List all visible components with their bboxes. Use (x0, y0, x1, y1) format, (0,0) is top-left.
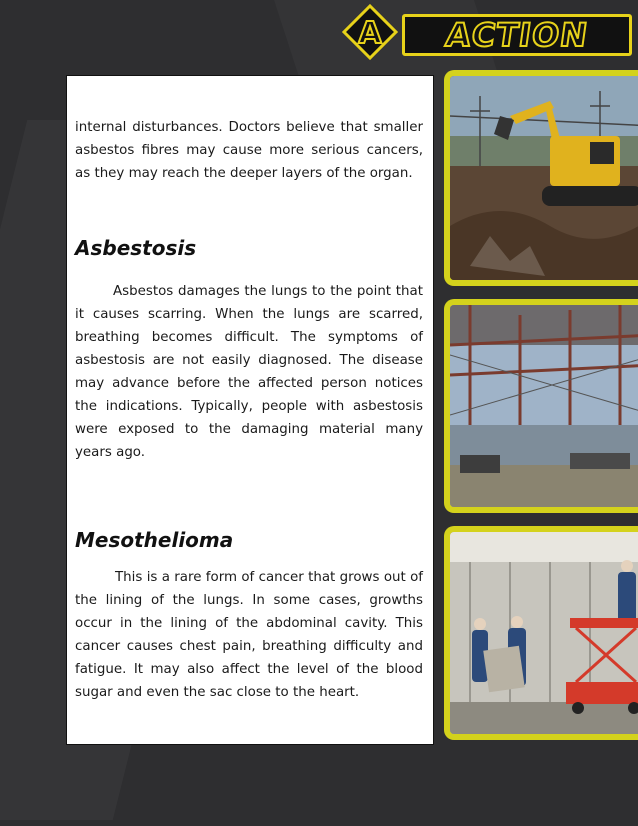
article-panel (66, 75, 434, 745)
photo-excavator (444, 70, 638, 286)
section-body-asbestosis: Asbestos damages the lungs to the point that it causes scarring. When the lungs are scarred, breathing becomes difficult. The symptoms of asbestosis are not easily diagnosed. The disease may advance before the affected person notices the indications. Typically, people with asbestosis were exposed to the damaging material many years ago. (75, 284, 423, 460)
excavator-photo-icon (450, 76, 638, 280)
intro-paragraph: internal disturbances. Doctors believe that smaller asbestos fibres may cause more serious cancers, as they may reach the deeper layers of the organ. (75, 120, 423, 181)
section-heading-asbestosis: Asbestosis (75, 236, 197, 260)
logo-badge-letter: A (358, 16, 382, 51)
steel-frame-building-photo-icon (450, 305, 638, 507)
logo-wordmark (402, 14, 632, 56)
photo-workers (444, 526, 638, 740)
logo-badge-icon (342, 4, 398, 60)
section-heading-mesothelioma: Mesothelioma (75, 528, 234, 552)
photo-steel-frame (444, 299, 638, 513)
workers-removing-panels-photo-icon (450, 532, 638, 734)
logo-text: ACTION (443, 16, 591, 54)
action-logo (336, 0, 638, 66)
section-body-mesothelioma: This is a rare form of cancer that grows out of the lining of the lungs. In some cases, growths occur in the lining of the abdominal cavity. This cancer causes chest pain, breathing difficulty and fatigue. It may also affect the level of the blood sugar and even the sac close to the heart. (75, 570, 423, 700)
